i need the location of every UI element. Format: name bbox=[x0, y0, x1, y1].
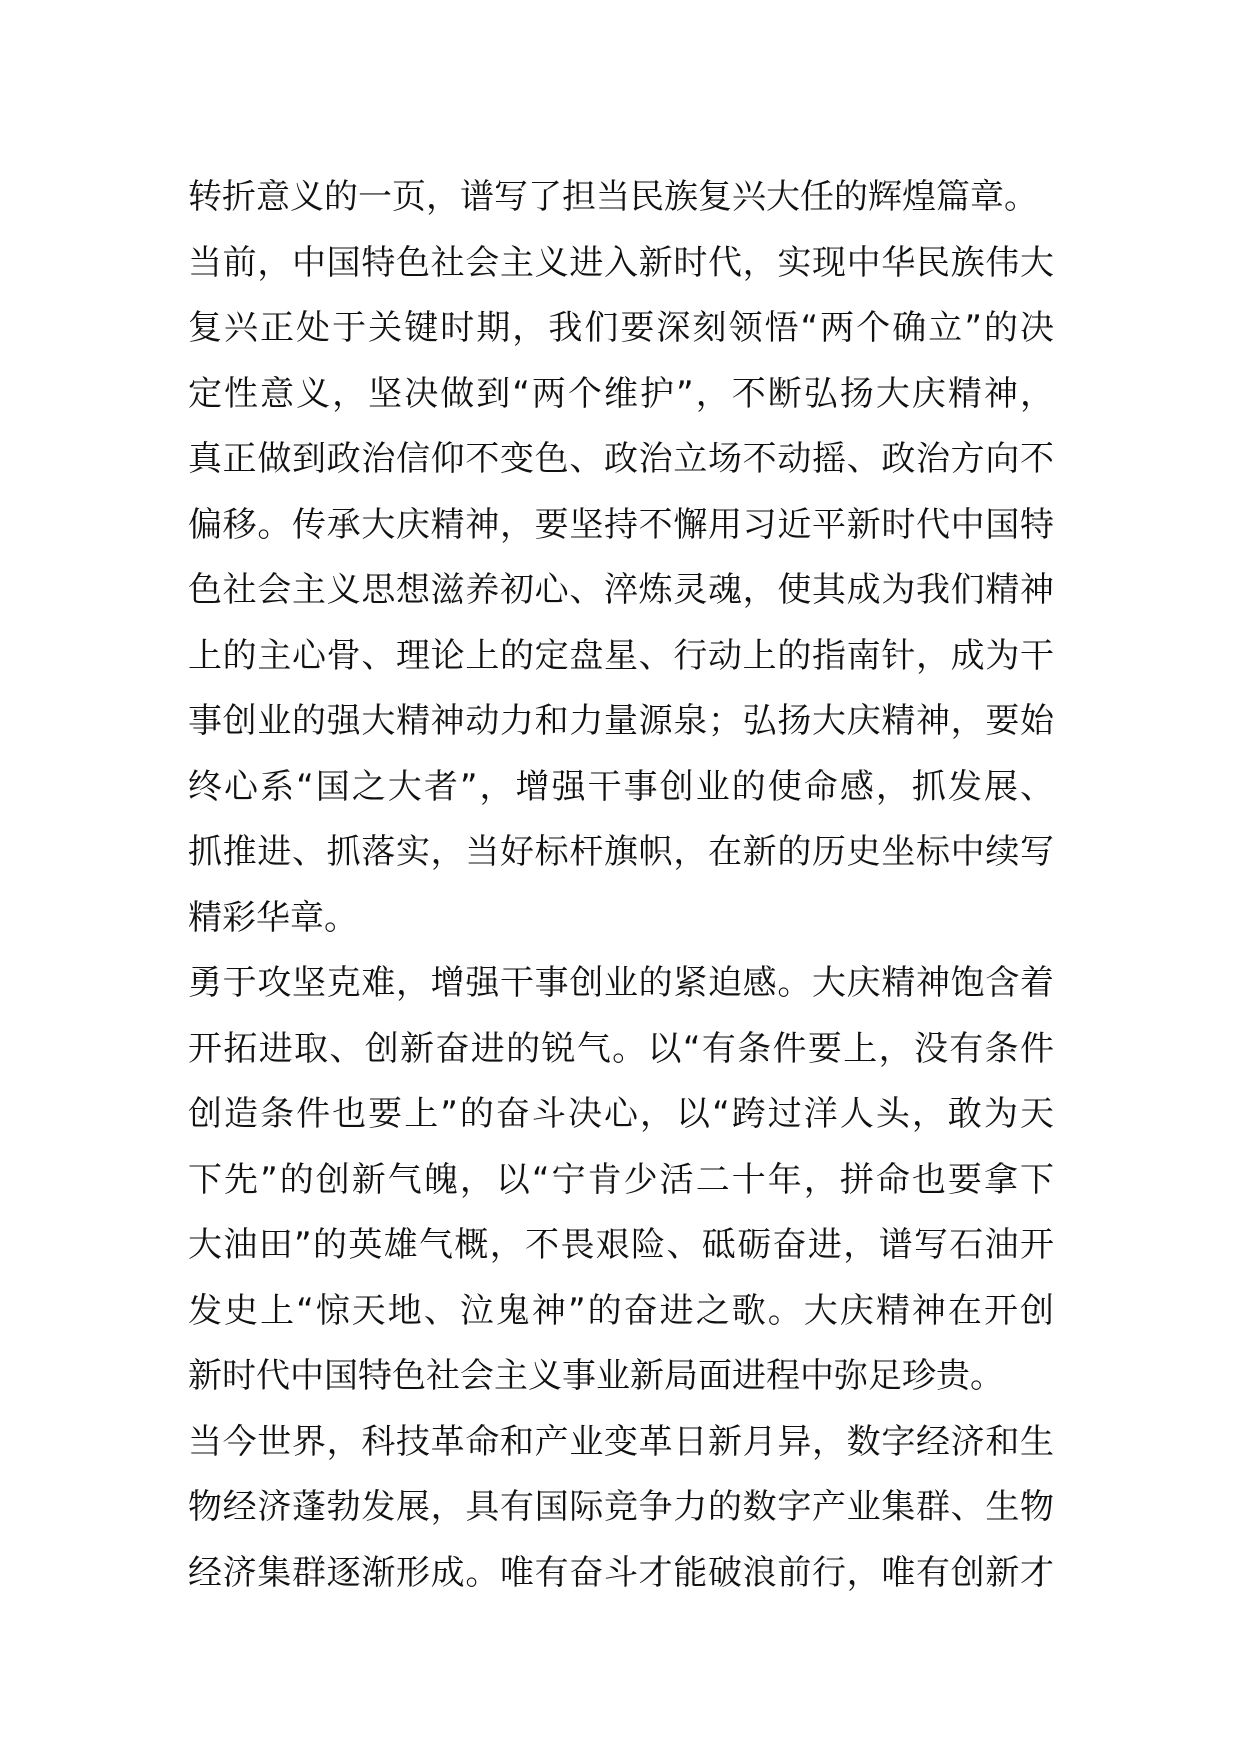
document-page bbox=[188, 165, 1054, 1606]
text-line: 偏移。传承大庆精神，要坚持不懈用习近平新时代中国特 bbox=[188, 504, 1054, 545]
text-line: 创造条件也要上”的奋斗决心，以“跨过洋人头，敢为天 bbox=[188, 1094, 1054, 1134]
text-line: 转折意义的一页，谱写了担当民族复兴大任的辉煌篇章。 bbox=[188, 177, 1038, 217]
text-line: 终心系“国之大者”，增强干事创业的使命感，抓发展、 bbox=[188, 766, 1054, 807]
text-line: 勇于攻坚克难，增强干事创业的紧迫感。大庆精神饱含着 bbox=[188, 963, 1054, 1003]
text-line: 色社会主义思想滋养初心、淬炼灵魂，使其成为我们精神 bbox=[188, 570, 1054, 610]
text-line: 当今世界，科技革命和产业变革日新月异，数字经济和生 bbox=[188, 1421, 1054, 1462]
text-line: 真正做到政治信仰不变色、政治立场不动摇、政治方向不 bbox=[188, 439, 1054, 479]
text-line: 复兴正处于关键时期，我们要深刻领悟“两个确立”的决 bbox=[188, 308, 1054, 348]
text-line: 精彩华章。 bbox=[188, 897, 358, 938]
text-line: 发史上“惊天地、泣鬼神”的奋进之歌。大庆精神在开创 bbox=[188, 1290, 1054, 1331]
text-line: 当前，中国特色社会主义进入新时代，实现中华民族伟大 bbox=[188, 242, 1054, 283]
text-line: 经济集群逐渐形成。唯有奋斗才能破浪前行，唯有创新才 bbox=[188, 1552, 1054, 1593]
text-line: 下先”的创新气魄，以“宁肯少活二十年，拼命也要拿下 bbox=[188, 1159, 1054, 1200]
text-line: 新时代中国特色社会主义事业新局面进程中弥足珍贵。 bbox=[188, 1356, 1004, 1396]
text-line: 定性意义，坚决做到“两个维护”，不断弘扬大庆精神， bbox=[188, 373, 1054, 414]
text-line: 物经济蓬勃发展，具有国际竞争力的数字产业集群、生物 bbox=[188, 1487, 1054, 1527]
text-line: 开拓进取、创新奋进的锐气。以“有条件要上，没有条件 bbox=[188, 1028, 1054, 1069]
text-line: 抓推进、抓落实，当好标杆旗帜，在新的历史坐标中续写 bbox=[188, 832, 1054, 872]
text-line: 上的主心骨、理论上的定盘星、行动上的指南针，成为干 bbox=[188, 635, 1054, 676]
text-line: 大油田”的英雄气概，不畏艰险、砥砺奋进，谱写石油开 bbox=[188, 1225, 1054, 1265]
text-line: 事创业的强大精神动力和力量源泉；弘扬大庆精神，要始 bbox=[188, 701, 1054, 741]
